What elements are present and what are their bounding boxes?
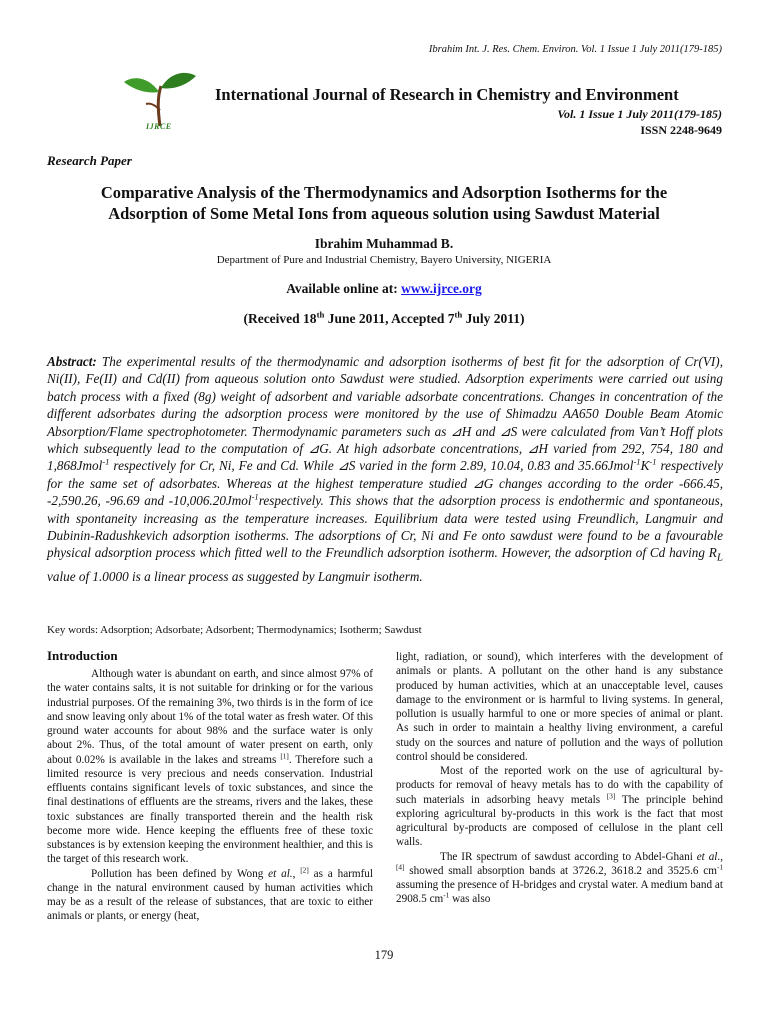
availability-line xyxy=(0,281,768,297)
availability-label: Available online at: xyxy=(286,281,398,296)
accepted-sup: th xyxy=(454,309,463,320)
paragraph-text: The principle behind exploring agricultural by-products in this work is the fact that most agricultural by-products are composed of cellulose in the plant cell walls. xyxy=(396,793,724,849)
abstract-label: Abstract: xyxy=(47,354,97,369)
intro-paragraph xyxy=(47,867,373,924)
paragraph-text: Most of the reported work on the use of agricultural by-products for removal of heavy metals has to do with the capability of such materials in adsorbing heavy metals xyxy=(396,765,723,806)
affiliation: Department of Pure and Industrial Chemistry, Bayero University, NIGERIA xyxy=(216,254,552,266)
abstract-sub: L xyxy=(716,552,723,565)
journal-name: International Journal of Research in Chemistry and Environment xyxy=(215,85,679,104)
journal-issn: ISSN 2248-9649 xyxy=(640,123,722,137)
received-middle: June 2011, Accepted 7 xyxy=(324,311,455,326)
received-dates xyxy=(0,311,768,327)
citation: [2] xyxy=(300,865,309,874)
citation: [1] xyxy=(280,751,289,760)
abstract-sup: -1 xyxy=(649,457,657,468)
introduction-heading: Introduction xyxy=(47,648,118,663)
paragraph-text: Although water is abundant on earth, and since almost 97% of the water contains salts, it is not suitable for drinking or for the various industrial purposes. Of the remaining 3%, two thirds is in the form of ice and snow leaving only about 1% of the total water as fresh water. Of this ground water accounts for about 98% and the surface water is only about 2%. Thus, of the total amount of water present on earth, only about 0.02% is available in the lakes and streams xyxy=(47,668,373,766)
abstract-text: K xyxy=(640,458,650,474)
journal-logo-icon xyxy=(120,66,200,130)
paragraph-text: as a harmful change in the natural environment caused by human activities which may be as a result of the release of substances, that are toxic to either animals or plants, or energy (heat, xyxy=(47,867,374,923)
paper-type: Research Paper xyxy=(47,153,132,168)
abstract-sup: -1 xyxy=(633,457,641,468)
abstract-sup: -1 xyxy=(251,491,259,502)
keywords: Key words: Adsorption; Adsorbate; Adsorbent; Thermodynamics; Isotherm; Sawdust xyxy=(47,624,422,636)
abstract-text: value of 1.0000 is a linear process as suggested by Langmuir isotherm. xyxy=(47,568,423,584)
journal-link[interactable]: www.ijrce.org xyxy=(401,281,482,296)
column-right xyxy=(396,650,723,907)
paragraph-text: , xyxy=(292,867,301,880)
abstract-text: respectively for the same set of adsorbates. Whereas at the highest temperature studied ⊿G changes according to the order -666.45, -2,590.26, -96.69 and -10,006.20Jmol xyxy=(47,458,723,509)
abstract xyxy=(47,353,723,585)
paragraph-text: assuming the presence of H-bridges and crystal water. A medium band at 2908.5 cm xyxy=(396,879,723,906)
intro-paragraph xyxy=(396,850,723,907)
abstract-text: respectively. This shows that the adsorption process is endothermic and spontaneous, with spontaneity increasing as the temperature increases. Equilibrium data were tested using Freundlich, Langmuir and Dubinin-Radushkevich adsorption isotherms. The adsorptions of Cr, Ni and Fe onto sawdust were found to be a favourable physical adsorption process which fitted well to the Freundlich adsorption isotherm. However, the adsorption of Cd having R xyxy=(47,493,723,561)
received-prefix: (Received 18 xyxy=(243,311,317,326)
unit-sup: -1 xyxy=(716,863,723,872)
paragraph-text: et al xyxy=(696,850,718,863)
intro-paragraph xyxy=(47,667,373,867)
abstract-sup: -1 xyxy=(102,457,110,468)
paragraph-text: was also xyxy=(449,893,491,906)
paragraph-text: Pollution has been defined by Wong xyxy=(91,867,269,880)
column-left xyxy=(47,667,373,924)
citation: [3] xyxy=(606,791,616,800)
paragraph-text: . Therefore such a limited resource is very precious and needs conservation. Industrial effluents contains significant levels of toxic substances, and since the final destinations of effluents are the streams, rivers and the lakes, these toxic substances are finally transported therein and the health risk become more wide. Hence keeping the effluents free of these toxic substances is by extension keeping the environment healthier, and this is the target of this research work. xyxy=(47,753,373,866)
page-number: 179 xyxy=(374,948,394,962)
author: Ibrahim Muhammad B. xyxy=(314,236,454,251)
journal-logo-text: IJRCE xyxy=(146,122,172,131)
intro-paragraph xyxy=(396,764,723,850)
paper-title: Comparative Analysis of the Thermodynamics and Adsorption Isotherms for the Adsorption of Some Metal Ions from aqueous solution using Sawdust Material xyxy=(100,183,668,223)
citation: [4] xyxy=(396,863,405,872)
paragraph-text: et al. xyxy=(268,867,293,880)
running-head: Ibrahim Int. J. Res. Chem. Environ. Vol. 1 Issue 1 July 2011(179-185) xyxy=(428,44,722,55)
paragraph-text: The IR spectrum of sawdust according to Abdel-Ghani xyxy=(440,850,697,863)
paragraph-text: ., xyxy=(717,850,723,863)
received-suffix: July 2011) xyxy=(462,311,525,326)
unit-sup: -1 xyxy=(443,891,450,900)
abstract-text: respectively for Cr, Ni, Fe and Cd. While ⊿S varied in the form 2.89, 10.04, 0.83 and 35.66Jmol xyxy=(109,458,634,474)
abstract-text: The experimental results of the thermodynamic and adsorption isotherms of best fit for the adsorption of Cr(VI), Ni(II), Fe(II) and Cd(II) from aqueous solution onto Sawdust were studied. Adsorption experiments were carried out using batch process with a fixed (8g) weight of adsorbent and variable adsorbate concentrations. Changes in concentration of the different adsorbates during the adsorption process were monitored by the use of Shimadzu AA650 Double Beam Atomic Absorption/Flame spectrophotometer. Thermodynamic parameters such as ⊿H and ⊿S were calculated from Van’t Hoff plots which subsequently lead to the computation of ⊿G. At high adsorbate concentrations, ⊿H varied from 292, 754, 180 and 1,868Jmol xyxy=(47,354,723,474)
received-sup: th xyxy=(316,309,325,320)
paragraph-text: showed small absorption bands at 3726.2, 3618.2 and 3525.6 cm xyxy=(404,864,717,877)
journal-volume: Vol. 1 Issue 1 July 2011(179-185) xyxy=(557,107,722,121)
intro-paragraph: light, radiation, or sound), which interferes with the development of animals or plants. A pollutant on the other hand is any substance produced by human activities, which at an unacceptable level, causes damage to the environment or is harmful to living systems. In general, pollution is usually harmful to one or more species of animal or plant. As such in order to maintain a healthy living environment, a careful study on the sources and nature of pollution and the ways of pollution control should be considered. xyxy=(396,651,723,763)
